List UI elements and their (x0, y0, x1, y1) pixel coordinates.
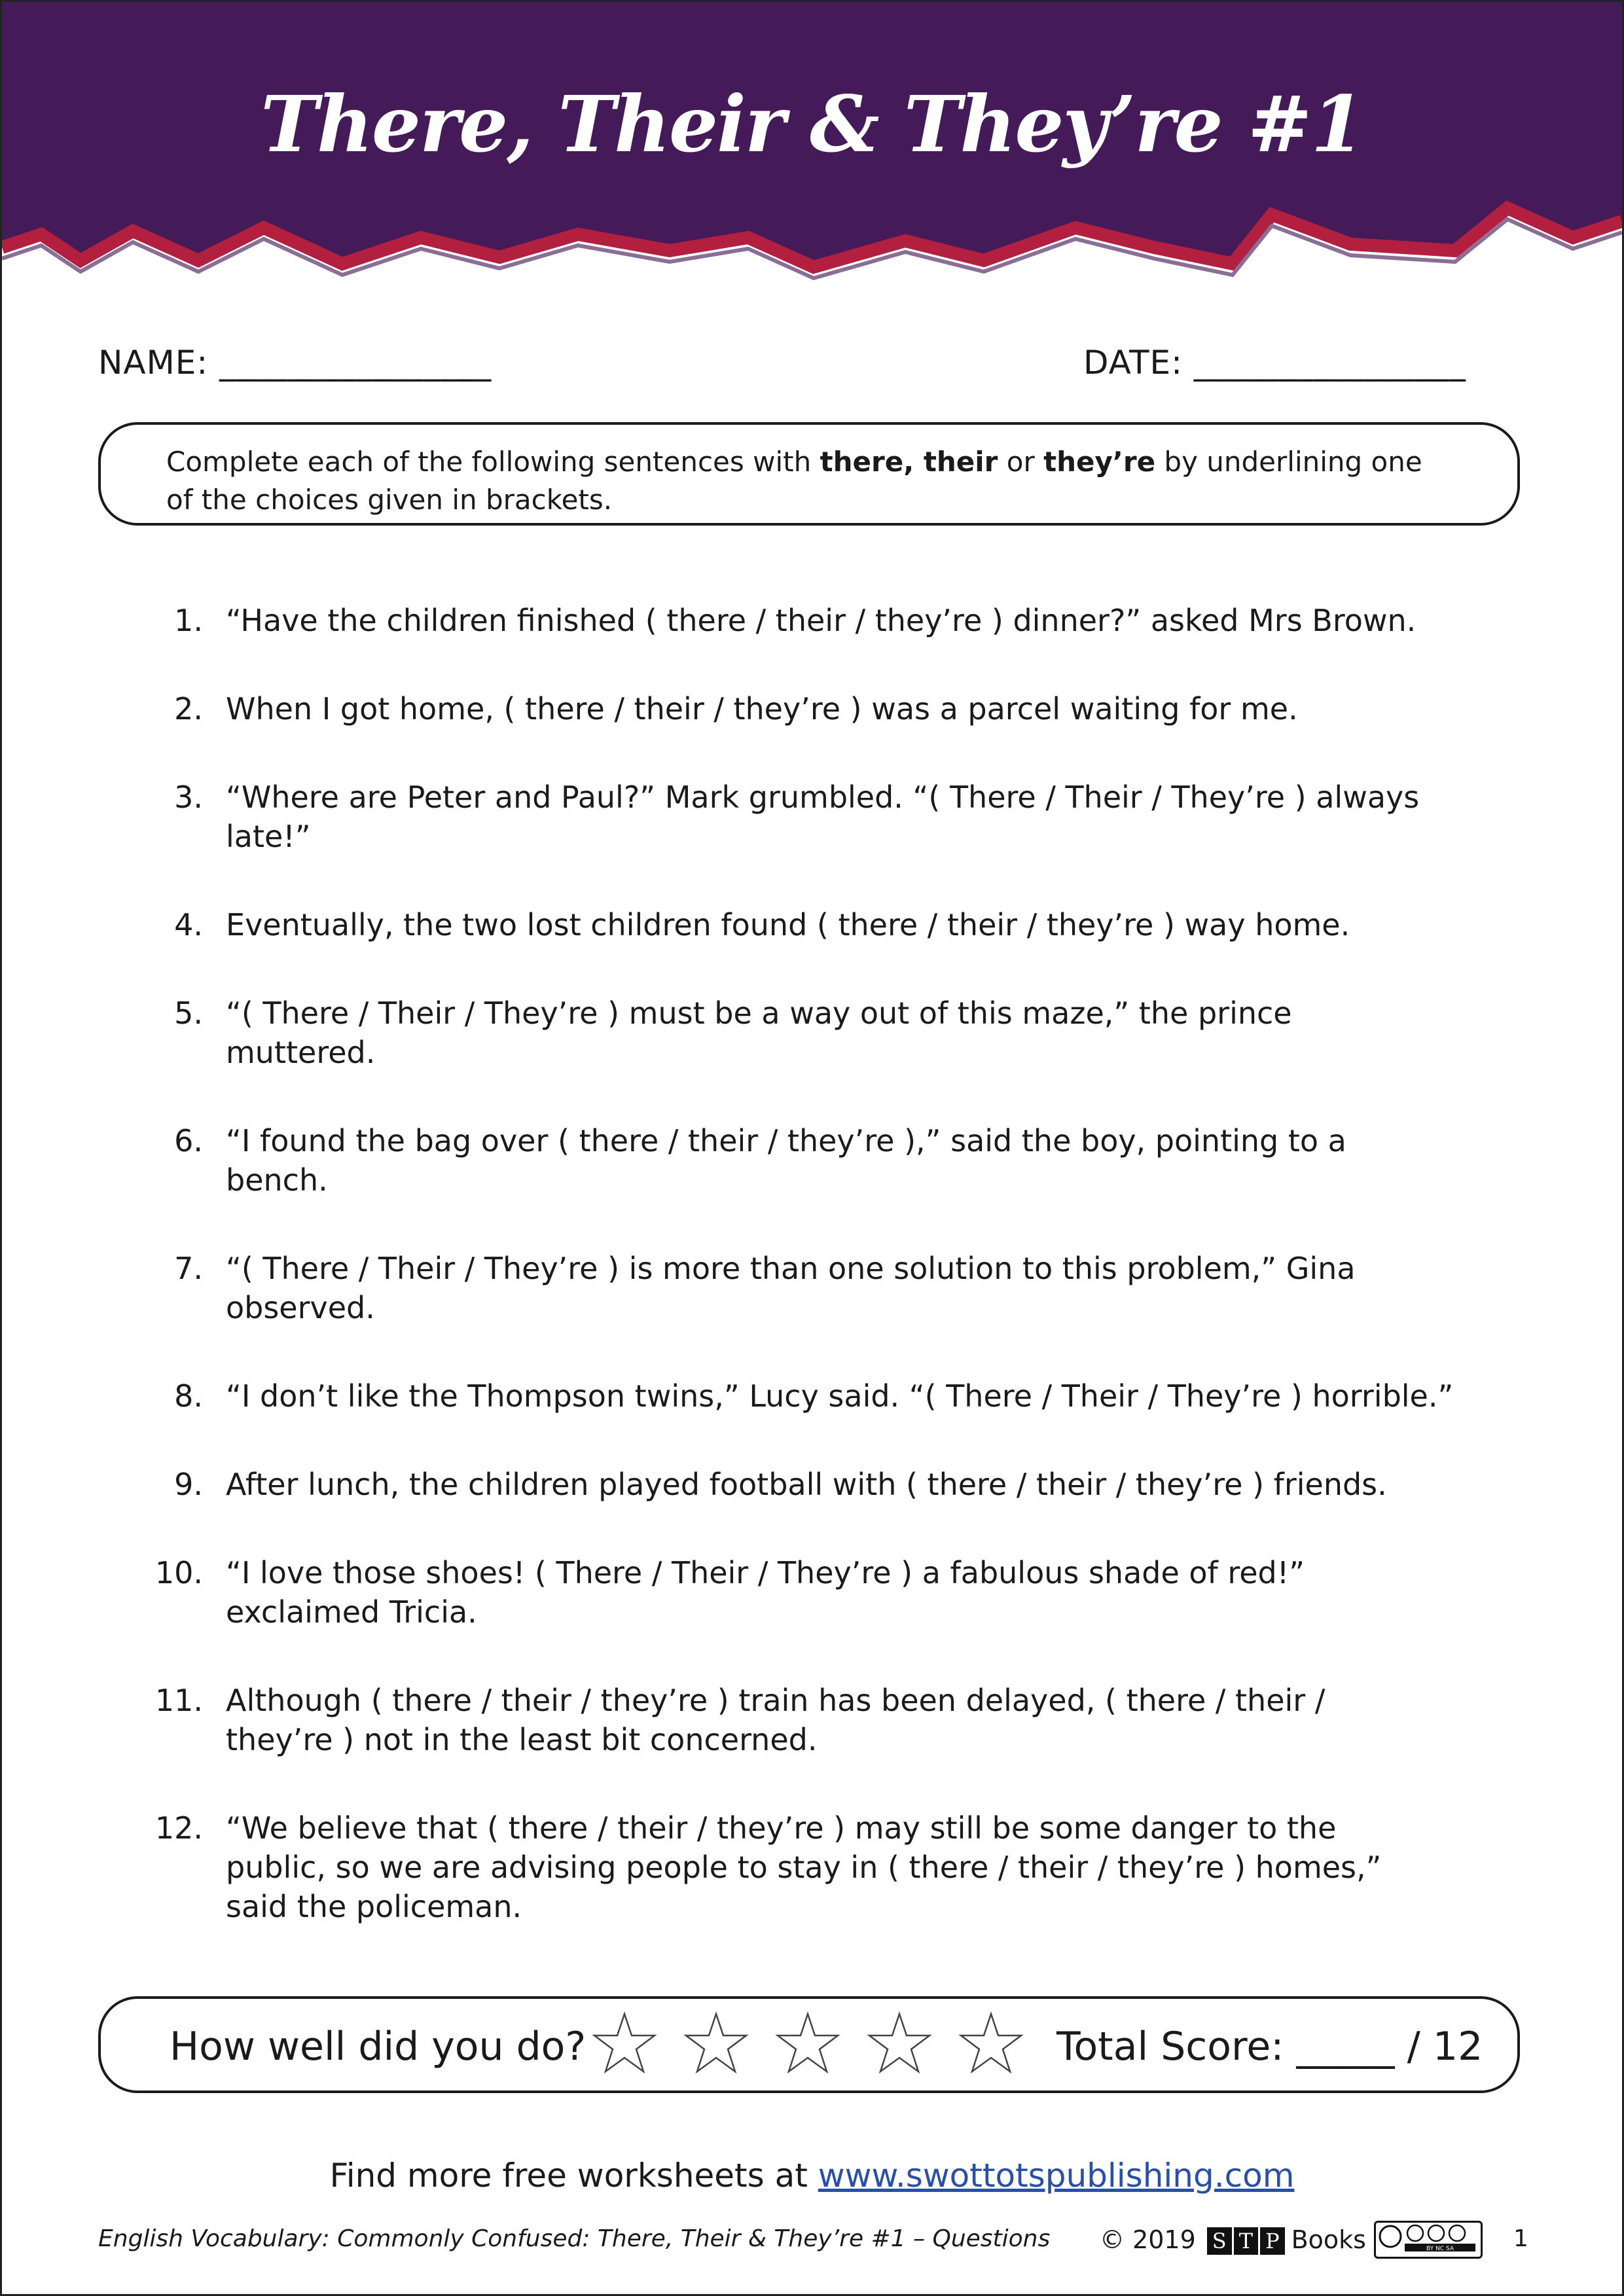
total-score-field[interactable]: Total Score: _____ / 12 (1056, 2024, 1483, 2070)
question-line: public, so we are advising people to stay in ( there / their / they’re ) homes,” (226, 1850, 1382, 1885)
question-line: “We believe that ( there / their / they’re ) may still be some danger to the (226, 1810, 1337, 1846)
question-number: 12. (154, 1810, 203, 1846)
question-number: 6. (174, 1123, 203, 1158)
question-line: “( There / Their / They’re ) must be a way out of this maze,” the prince (226, 996, 1292, 1031)
question-number: 1. (174, 603, 203, 638)
books-label: Books (1291, 2225, 1366, 2254)
question-number: 10. (154, 1555, 203, 1590)
question-text[interactable] (226, 905, 1502, 944)
star-icon[interactable] (775, 2011, 840, 2076)
stp-letter: T (1234, 2227, 1258, 2255)
star-icon[interactable] (683, 2011, 749, 2076)
page-title: There, Their & They’re #1 (261, 79, 1363, 170)
name-field-label: NAME: ________________ (98, 344, 492, 382)
question-line: observed. (226, 1290, 375, 1325)
question-line: “I don’t like the Thompson twins,” Lucy said. “( There / Their / They’re ) horrible.” (226, 1378, 1454, 1414)
question-text[interactable] (226, 1249, 1502, 1327)
stp-letter: S (1207, 2227, 1232, 2255)
stp-letter: P (1260, 2227, 1285, 2255)
instructions-bold-words: there, their (820, 446, 998, 478)
instructions-bold-word2: they’re (1043, 446, 1156, 478)
star-icon[interactable] (867, 2011, 932, 2076)
promo-line (0, 2157, 1624, 2195)
question-line: said the policeman. (226, 1889, 522, 1924)
question-text[interactable] (226, 1808, 1502, 1926)
question-line: “I found the bag over ( there / their / they’re ),” said the boy, pointing to a (226, 1123, 1346, 1158)
date-field-label: DATE: ________________ (1083, 344, 1466, 382)
question-text[interactable] (226, 689, 1502, 728)
question-line: After lunch, the children played football with ( there / their / they’re ) friends. (226, 1467, 1387, 1502)
cc-badge-label: BY NC SA (1426, 2246, 1454, 2252)
question-text[interactable] (226, 994, 1502, 1072)
question-line: they’re ) not in the least bit concerned. (226, 1722, 818, 1757)
question-line: “I love those shoes! ( There / Their / They’re ) a fabulous shade of red!” (226, 1555, 1305, 1590)
question-number: 4. (174, 907, 203, 942)
question-text[interactable] (226, 1681, 1502, 1759)
question-line: exclaimed Tricia. (226, 1594, 477, 1630)
question-line: Eventually, the two lost children found ( there / their / they’re ) way home. (226, 907, 1350, 942)
promo-text: Find more free worksheets at (329, 2157, 818, 2195)
publisher-link[interactable]: www.swottotspublishing.com (818, 2157, 1295, 2195)
instructions-text-pre: Complete each of the following sentences with (166, 446, 820, 478)
question-text[interactable] (226, 601, 1502, 640)
copyright-text: © 2019 (1100, 2225, 1196, 2254)
page-number: 1 (1513, 2225, 1528, 2252)
question-line: When I got home, ( there / their / they’re ) was a parcel waiting for me. (226, 691, 1298, 726)
self-assessment-prompt: How well did you do? (170, 2024, 586, 2070)
instructions-box (98, 422, 1520, 526)
question-line: late!” (226, 819, 311, 854)
footer-caption: English Vocabulary: Commonly Confused: There, Their & They’re #1 – Questions (98, 2225, 1051, 2252)
question-text[interactable] (226, 1465, 1502, 1504)
creative-commons-icon (1374, 2221, 1483, 2259)
question-line: muttered. (226, 1035, 376, 1070)
score-box (98, 1996, 1520, 2093)
question-number: 5. (174, 996, 203, 1031)
question-number: 11. (154, 1683, 203, 1718)
question-line: “Have the children finished ( there / their / they’re ) dinner?” asked Mrs Brown. (226, 603, 1416, 638)
instructions-text-mid: or (998, 446, 1044, 478)
question-text[interactable] (226, 1553, 1502, 1632)
question-line: Although ( there / their / they’re ) train has been delayed, ( there / their / (226, 1683, 1326, 1718)
instructions-text-post: by underlining one of the choices given in brackets. (166, 446, 1422, 516)
question-line: bench. (226, 1162, 328, 1198)
question-number: 9. (174, 1467, 203, 1502)
question-line: “Where are Peter and Paul?” Mark grumbled. “( There / Their / They’re ) always (226, 780, 1420, 815)
question-text[interactable] (226, 778, 1502, 856)
footer-publisher (1100, 2221, 1483, 2259)
question-line: “( There / Their / They’re ) is more than one solution to this problem,” Gina (226, 1251, 1356, 1286)
question-number: 3. (174, 780, 203, 815)
question-number: 2. (174, 691, 203, 726)
star-icon[interactable] (592, 2011, 657, 2076)
question-number: 7. (174, 1251, 203, 1286)
question-text[interactable] (226, 1121, 1502, 1200)
question-number: 8. (174, 1378, 203, 1414)
stp-logo (1205, 2225, 1285, 2255)
question-text[interactable] (226, 1376, 1502, 1416)
star-icon[interactable] (958, 2011, 1024, 2076)
